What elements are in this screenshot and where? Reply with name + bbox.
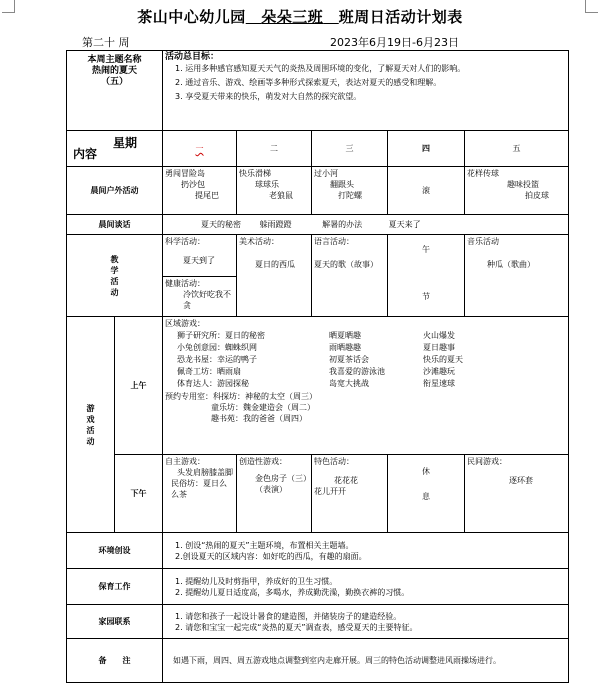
booking-item: 童乐坊：魏金建造会（周二） xyxy=(211,403,316,412)
teaching-mon-bottom: 健康活动： 冷饮好吃我不贪 xyxy=(163,277,237,317)
environment-row xyxy=(67,533,569,569)
outdoor-wed: 过小河 翻跟头 打陀螺 xyxy=(312,167,388,215)
teaching-label: 教 学 活 动 xyxy=(67,235,163,317)
goals-label: 活动总目标： xyxy=(165,52,220,62)
title-class: 朵朵三班 xyxy=(261,8,324,26)
goal-item: 3. 享受夏天带来的快乐，萌发对大自然的探究欲望。 xyxy=(175,92,362,101)
care-row xyxy=(67,569,569,605)
weekday-label: 星期 xyxy=(113,135,138,150)
pm-mon: 自主游戏： 头发肩膀膝盖脚 民俗坊：夏日么么茶 xyxy=(163,455,237,533)
outdoor-tue: 快乐滑梯 球球乐 老狼鼠 xyxy=(237,167,312,215)
pm-label: 下午 xyxy=(115,455,163,533)
weekday-tuesday: 二 xyxy=(237,131,312,167)
outdoor-mon: 勇闯冒险岛 扔沙包 提尾巴 xyxy=(163,167,237,215)
area-games-label: 区域游戏： xyxy=(165,319,206,328)
outdoor-fri: 花样传球 趣味投篮 拍皮球 xyxy=(465,167,569,215)
theme-label: 本周主题名称 xyxy=(87,55,142,65)
teaching-tue: 美术活动： 夏日的西瓜 xyxy=(237,235,312,317)
content-label: 内容 xyxy=(73,146,98,161)
teaching-thu: 午 节 xyxy=(388,235,465,317)
teaching-row-top xyxy=(67,235,569,277)
pm-tue: 创造性游戏： 金色房子（三）（表演） xyxy=(237,455,312,533)
booking-item: 趣书苑：我的爸爸（周四） xyxy=(211,414,308,423)
games-label: 游 戏 活 动 xyxy=(67,317,115,533)
title-school: 茶山中心幼儿园 xyxy=(137,8,246,26)
weekday-thursday: 四 xyxy=(388,131,465,167)
pm-wed: 特色活动： 花花花 花儿开开 xyxy=(312,455,388,533)
outdoor-thu: 滚 xyxy=(388,167,465,215)
talk-topic: 夏天来了 xyxy=(388,220,421,229)
weekday-friday: 五 xyxy=(465,131,569,167)
talk-topic: 躲雨蹬蹬 xyxy=(259,220,292,229)
theme-name: 热闹的夏天 xyxy=(92,66,138,76)
page-title xyxy=(0,6,600,27)
weekday-wednesday: 三 xyxy=(312,131,388,167)
title-suffix: 班周日活动计划表 xyxy=(338,8,463,26)
weekday-monday: 一 xyxy=(163,131,237,167)
talk-topic: 夏天的秘密 xyxy=(201,220,242,229)
goal-item: 2. 通过音乐、游戏、绘画等多种形式探索夏天，表达对夏天的感受和理解。 xyxy=(175,78,442,87)
morning-outdoor-label: 晨间户外活动 xyxy=(67,167,163,215)
am-area-games xyxy=(163,317,569,455)
remarks-content: 如遇下雨，周四、周五游戏地点调整到室内走廊开展。周三的特色活动调整进风雨操场进行。 xyxy=(163,639,569,683)
teaching-mon-top: 科学活动： 夏天到了 xyxy=(163,235,237,277)
home-label: 家园联系 xyxy=(67,605,163,639)
weekday-header-corner xyxy=(67,131,163,167)
home-content: 1. 请您和孩子一起设计暑食的建造图，并储装房子的建造经验。 2. 请您和宝宝一起完成“炎热的夏天”调查表，感受夏天的主要特征。 xyxy=(163,605,569,639)
theme-part: （五） xyxy=(101,77,129,87)
talk-topic: 解暑的办法 xyxy=(322,220,363,229)
theme-cell xyxy=(67,51,163,131)
remarks-label: 备 注 xyxy=(67,639,163,683)
home-row xyxy=(67,605,569,639)
morning-outdoor-row xyxy=(67,167,569,215)
am-label: 上午 xyxy=(115,317,163,455)
morning-talk-topics xyxy=(163,215,569,235)
goals-cell xyxy=(163,51,569,131)
games-am-row xyxy=(67,317,569,455)
week-number: 第二十 周 xyxy=(82,36,130,49)
pm-fri: 民间游戏： 逐环套 xyxy=(465,455,569,533)
teaching-wed: 语言活动： 夏天的歌（故事） xyxy=(312,235,388,317)
area-games-grid: 狮子研究所：夏日的秘密 晒夏晒趣 火山爆发 小兔创意园：蜘蛛织网 雨晒趣趣 夏日趣事 恐龙书屋：幸运的鸭子 初夏茶话会 快乐的夏天 佩奇工坊：晒雨扇 我喜爱的游泳池 沙滩趣玩 体育达人：游园探秘 岛宽大挑战 衔星速球 xyxy=(177,331,464,388)
goal-item: 1. 运用多种感官感知夏天天气的炎热及周围环境的变化，了解夏天对人们的影响。 xyxy=(175,64,466,73)
morning-talk-label: 晨间谈话 xyxy=(67,215,163,235)
pm-thu: 休 息 xyxy=(388,455,465,533)
teaching-fri: 音乐活动 种瓜（歌曲） xyxy=(465,235,569,317)
morning-talk-row xyxy=(67,215,569,235)
weekday-header-row xyxy=(67,131,569,167)
date-range: 2023年6月19日-6月23日 xyxy=(330,36,459,49)
games-pm-row xyxy=(67,455,569,533)
environment-label: 环境创设 xyxy=(67,533,163,569)
theme-row xyxy=(67,51,569,131)
environment-content: 1. 创设“热闹的夏天”主题环境，布置相关主题墙。 2.创设夏天的区域内容：如好吃的西瓜，有趣的扇面。 xyxy=(163,533,569,569)
booking-row: 预约专用室：科探坊：神秘的太空（周三） xyxy=(165,392,318,401)
care-label: 保育工作 xyxy=(67,569,163,605)
remarks-row xyxy=(67,639,569,683)
activity-plan-table xyxy=(66,50,569,683)
care-content: 1. 提醒幼儿及时剪指甲，养成好的卫生习惯。 2. 提醒幼儿夏日适度高，多喝水，养成勤洗澡，勤换衣裤的习惯。 xyxy=(163,569,569,605)
